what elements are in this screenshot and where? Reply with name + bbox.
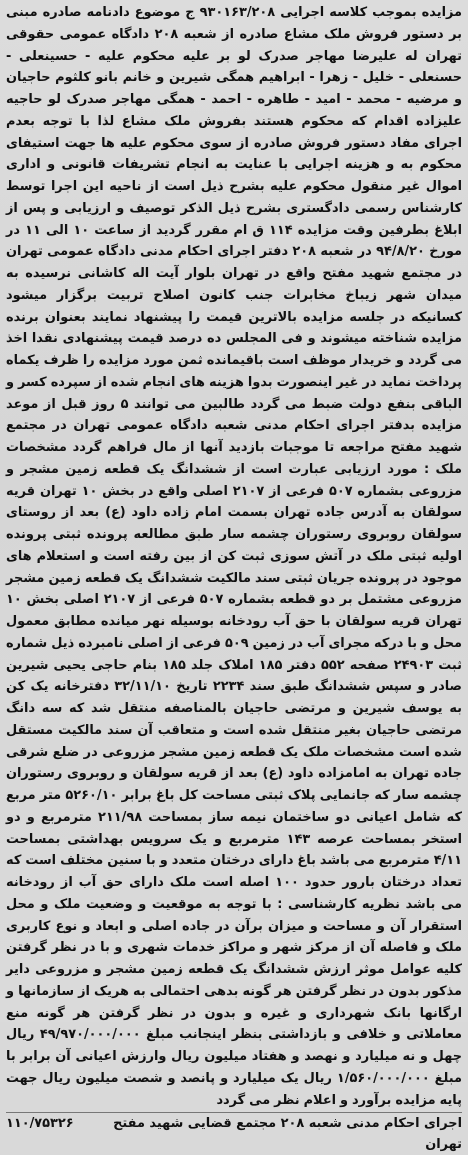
- notice-issuer: اجرای احکام مدنی شعبه ۲۰۸ مجتمع قضایی شهید مفتح تهران: [113, 1116, 462, 1153]
- auction-notice-text: مزایده بموجب کلاسه اجرایی ۹۳۰۱۶۳/۲۰۸ ج موضوع دادنامه صادره مبنی بر دستور فروش ملک مشاع صادره از شعبه ۲۰۸ دادگاه عمومی حقوقی تهران له علیرضا مهاجر صدرک لو بر علیه محکوم علیه - حسینعلی - حسنعلی - خلیل - زهرا - ابراهیم همگی شیرین و خانم بانو کلثوم حاجیان و مرضیه - محمد - امید - طاهره - احمد - همگی مهاجر صدرک لو حاجیه علیزاده اقدام که محکوم هستند بفروش ملک مشاع لذا با توجه بعدم اجرای مفاد دستور فروش صادره از سوی محکوم علیه ها جهت استیفای محکوم به و هزینه اجرایی با عنایت به انجام تشریفات قانونی و اداری اموال غیر منقول محکوم علیه بشرح ذیل است از ناحیه این اجرا توسط کارشناس رسمی دادگستری بشرح ذیل الذکر توصیف و ارزیابی و پس از ابلاغ بطرفین وقت مزایده ۱۱۴ ق ام مقرر گردید از ساعت ۱۰ الی ۱۱ در مورخ ۹۴/۸/۲۰ در شعبه ۲۰۸ دفتر اجرای احکام مدنی دادگاه عمومی تهران در مجتمع شهید مفتح واقع در تهران بلوار آیت اله کاشانی نرسیده به میدان شهر زیباخ مخابرات جنب کانون اصلاح تربیت برگزار میشود کسانیکه در جلسه مزایده بالاترین قیمت را پیشنهاد نمایند بعنوان برنده مزایده شناخته میشوند و فی المجلس ده درصد قیمت پیشنهادی نقدا اخذ می گردد و خریدار موظف است باقیمانده ثمن مورد مزایده را ظرف یکماه پرداخت نماید در غیر اینصورت بدوا هزینه های انجام شده از سپرده کسر و الباقی بنفع دولت ضبط می گردد طالبین می توانند ۵ روز قبل از موعد مزایده بدفتر اجرای احکام مدنی شعبه دادگاه عمومی تهران در مجتمع شهید مفتح مراجعه تا موجبات بازدید آنها از مال فراهم گردد مشخصات ملک : مورد ارزیابی عبارت است از ششدانگ یک قطعه زمین مشجر و مزروعی بشماره ۵۰۷ فرعی از ۲۱۰۷ اصلی واقع در بخش ۱۰ تهران قریه سولقان به آدرس جاده تهران بسمت امام زاده داود (ع) بعد از روستای سولقان روبروی رستوران چشمه سار طبق مطالعه پرونده ثبتی پرونده اولیه ثبتی ملک در آتش سوزی ثبت کن از بین رفته است و استعلام های موجود در پرونده جریان ثبتی سند مالکیت ششدانگ یک قطعه زمین مشجر مزروعی مشتمل بر دو قطعه بشماره ۵۰۷ فرعی از ۲۱۰۷ اصلی بخش ۱۰ تهران قریه سولقان با حق آب رودخانه بوسیله نهر میانده مطابق معمول محل و با درکه مجرای آب در زمین ۵۰۹ فرعی از اصلی نامبرده ذیل شماره ثبت ۲۴۹۰۳ صفحه ۵۵۲ دفتر ۱۸۵ املاک جلد ۱۸۵ بنام حاجی یحیی شیرین صادر و سپس ششدانگ طبق سند ۲۲۳۴ تاریخ ۳۲/۱۱/۱۰ دفترخانه یک کن به یوسف شیرین و مرتضی حاجیان بالمناصفه منتقل شد که سه دانگ مرتضی حاجیان بغیر منتقل شده است و متعاقب آن سند مالکیت مستقل شده است مشخصات ملک یک قطعه زمین مشجر مزروعی در ضلع شرقی جاده تهران به امامزاده داود (ع) بعد از قریه سولقان و روبروی رستوران چشمه سار که جانمایی پلاک ثبتی مساحت کل باغ برابر ۵۲۶۰/۱۰ متر مربع که شامل اعیانی دو ساختمان نیمه ساز بمساحت ۲۱۱/۹۸ مترمربع و دو استخر بمساحت عرصه ۱۴۳ مترمربع و یک سرویس بهداشتی بمساحت ۴/۱۱ مترمربع می باشد باغ دارای درختان متعدد و با سنین مختلف است که تعداد درختان بارور حدود ۱۰۰ اصله است ملک دارای حق آب از رودخانه می باشد نظریه کارشناسی : با توجه به موقعیت و وضعیت ملک و محل استقرار آن و مساحت و میزان برآن در جاده اصلی و ابعاد و نوع کاربری ملک و فاصله آن از مرکز شهر و مراکز خدمات شهری و با در نظر گرفتن کلیه عوامل موثر ارزش ششدانگ یک قطعه زمین مشجر و مزروعی دایر مذکور بدون در نظر گرفتن هر گونه بدهی احتمالی به هریک از سازمانها و ارگانها بانک شهرداری و غیره و بدون در نظر گرفتن هر گونه منع معاملاتی و خلافی و بازداشتی بنظر اینجانب مبلغ ۴۹/۹۷۰/۰۰۰/۰۰۰ ریال چهل و نه میلیارد و نهصد و هفتاد میلیون ریال وارزش اعیانی آن برابر با مبلغ ۱/۵۶۰/۰۰۰/۰۰۰ ریال یک میلیارد و پانصد و شصت میلیون ریال جهت پایه مزایده برآورد و اعلام نظر می گردد: [6, 5, 463, 1108]
- notice-footer: [6, 1113, 462, 1155]
- notice-reference-number: ۱۱۰/۷۵۳۲۶: [6, 1116, 74, 1132]
